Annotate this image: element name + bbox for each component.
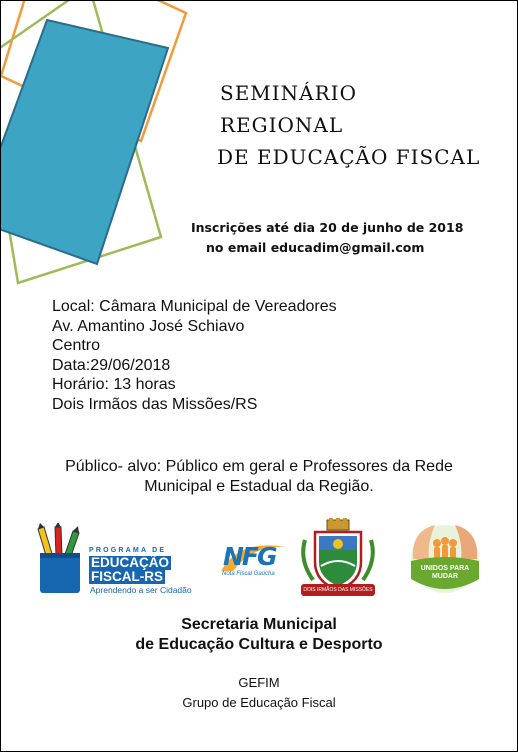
target-audience-line-1: Público- alvo: Público em geral e Professores da Rede — [65, 458, 453, 475]
programa-line-1: EDUCAÇÃO — [91, 555, 170, 570]
target-audience-line-2: Municipal e Estadual da Região. — [144, 478, 374, 495]
programa-top-text: PROGRAMA DE — [89, 547, 167, 554]
gefim-block — [1, 673, 517, 713]
info-block — [52, 297, 337, 414]
coat-of-arms-ribbon: DOIS IRMÃOS DAS MISSÕES — [301, 584, 375, 596]
blue-filled-square — [1, 20, 168, 264]
secretaria-line-2: de Educação Cultura e Desporto — [135, 636, 383, 653]
info-time: Horário: 13 horas — [52, 376, 176, 393]
decorative-squares — [1, 1, 201, 301]
info-local: Local: Câmara Municipal de Vereadores — [52, 298, 337, 315]
unidos-line-2: MUDAR — [431, 573, 459, 580]
nfg-caption: Nota Fiscal Gaúcha — [222, 571, 275, 577]
secretaria-line-1: Secretaria Municipal — [181, 616, 337, 633]
pencil-cup-icon — [35, 523, 87, 595]
title-line-2: REGIONAL — [220, 113, 344, 137]
inscricoes-email: no email educadim@gmail.com — [206, 240, 425, 255]
unidos-line-1: UNIDOS PARA — [420, 565, 470, 572]
nota-fiscal-gaucha-logo — [219, 541, 289, 581]
gefim-full-name: Grupo de Educação Fiscal — [182, 695, 336, 710]
info-date: Data:29/06/2018 — [52, 356, 171, 374]
info-city: Dois Irmãos das Missões/RS — [52, 395, 258, 413]
gefim-acronym: GEFIM — [238, 675, 280, 690]
title-line-3: DE EDUCAÇÃO FISCAL — [217, 145, 481, 169]
secretaria-block — [1, 615, 517, 655]
programa-educacao-fiscal-logo — [35, 523, 207, 597]
municipal-coat-of-arms — [299, 518, 377, 602]
programa-line-2: FISCAL-RS — [91, 569, 163, 584]
nfg-letters: NFG — [223, 542, 276, 571]
info-neighborhood: Centro — [52, 337, 101, 354]
programa-tagline: Aprendendo a ser Cidadão — [90, 585, 192, 595]
title-line-1: SEMINÁRIO — [220, 81, 357, 105]
coat-of-arms-icon — [299, 518, 377, 592]
target-audience — [1, 457, 517, 497]
hands-people-icon — [405, 519, 485, 595]
inscricoes-deadline: Inscrições até dia 20 de junho de 2018 — [191, 220, 464, 235]
unidos-para-mudar-logo — [405, 519, 485, 595]
info-address: Av. Amantino José Schiavo — [52, 317, 245, 335]
